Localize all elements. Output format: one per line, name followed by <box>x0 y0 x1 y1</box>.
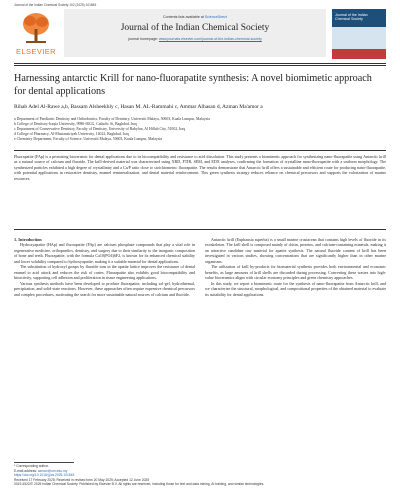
body-paragraph: Various synthesis methods have been developed to produce fluorapatite, including sol-gel, hydrothermal, precipitation, and solid-state reactions. However, these approaches often require expensive chemical precursors and complex procedures, motivating the search for more sustainable natural sources of calcium and fluoride. <box>14 280 195 297</box>
body-paragraph: Antarctic krill (Euphausia superba) is a small marine crustacean that contains high levels of fluoride in its exoskeleton. The krill shell is composed mainly of chitin, proteins, and calcium-containing minerals, making it an attractive candidate raw material for apatite synthesis. The natural fluoride content of krill has been investigated in various studies, showing concentrations that are significantly higher than in other marine organisms. <box>205 237 386 264</box>
affiliation-item: e Chemistry Department, Faculty of Science, Universiti Malaya, 50603, Kuala Lumpur, Malaysia <box>14 137 163 142</box>
header-rule-top <box>14 63 386 64</box>
copyright-line: 0019-4522/© 2025 Indian Chemical Society. Published by Elsevier B.V. All rights are reserved, including those for text and data mining, AI training, and similar technologies. <box>14 482 265 486</box>
homepage-prefix: journal homepage: <box>128 37 159 41</box>
journal-homepage-link[interactable]: www.journals.elsevier.com/journal-of-the-indian-chemical-society <box>158 37 262 41</box>
journal-citation-line: Journal of the Indian Chemical Society 102 (2025) 101845 <box>14 3 97 7</box>
body-right-column <box>205 237 386 297</box>
body-paragraph: The utilization of krill by-products for biomaterial synthesis provides both environmental and economic benefits, as large amounts of krill shells are discarded during processing. Converting these wastes into high-value bioceramics aligns with circular economy principles and green chemistry approaches. <box>205 264 386 281</box>
abstract-rule <box>14 150 386 151</box>
cover-stripe <box>332 49 386 59</box>
affiliations <box>14 117 386 142</box>
body-paragraph: The substitution of hydroxyl groups by fluoride ions in the apatite lattice improves the resistance of dental enamel to acid attack and reduces the risk of caries. Fluorapatite also exhibits good biocompatibility and bioactivity, supporting cell adhesion and proliferation in tissue engineering applications. <box>14 264 195 281</box>
homepage-line <box>64 37 326 41</box>
section-heading: 1. Introduction <box>14 237 42 242</box>
sciencedirect-link[interactable]: ScienceDirect <box>204 15 227 19</box>
body-paragraph: Hydroxyapatite (HAp) and fluorapatite (FAp) are calcium phosphate compounds that play a vital role in regenerative medicine, orthopaedics, dentistry, and surgery due to their similarity to the inorganic composition of bone and teeth. Fluorapatite, with the formula Ca10(PO4)6F2, is known for its enhanced chemical stability and lower solubility compared to hydroxyapatite, making it a suitable material for dental applications. <box>14 242 195 264</box>
elsevier-tree-icon <box>20 11 52 45</box>
journal-cover-thumbnail <box>332 9 386 59</box>
abstract-text: Fluorapatite (FAp) is a promising bioceramic for dental applications due to its biocompatibility and resistance to acid dissolution. This study presents a biomimetic approach for synthesizing nano-fluorapatite using Antarctic krill as a natural source of calcium and fluoride. The krill-derived material was characterized using XRD, FTIR, SEM, and EDX analyses, confirming the formation of crystalline nano-fluorapatite with a uniform morphology. The synthesized particles exhibited a high degree of crystallinity and a Ca/P ratio close to stoichiometric fluorapatite. The results demonstrate that Antarctic krill offers a sustainable and efficient route for producing nano-fluorapatite, with potential applications in restorative dentistry, enamel remineralization, and dental material reinforcement. This green synthesis strategy reduces reliance on chemical precursors and supports the valorization of marine resources. <box>14 154 386 181</box>
affiliation-item: d College of Pharmacy, Al-Mustansiriyah University, 14022, Baghdad, Iraq <box>14 132 129 137</box>
email-prefix: E-mail address: <box>14 468 38 473</box>
elsevier-wordmark: ELSEVIER <box>16 47 56 56</box>
abstract <box>14 154 386 181</box>
body-rule <box>14 229 386 230</box>
affiliation-item: c Department of Conservative Dentistry, Faculty of Dentistry, University of Babylon, Al Hillah City, 51002, Iraq <box>14 127 186 132</box>
body-left-column <box>14 237 195 297</box>
article-title: Harnessing antarctic Krill for nano-fluorapatite synthesis: A novel biomimetic approach for dental applications <box>14 73 372 97</box>
contents-line <box>64 15 326 19</box>
doi-link[interactable]: https://doi.org/10.1016/j.jics.2025.101845 <box>14 473 75 477</box>
body-paragraph: In this study, we report a biomimetic route for the synthesis of nano-fluorapatite from Antarctic krill, and we characterize the structural, morphological, and compositional properties of the obtained material to evaluate its suitability for dental applications. <box>205 280 386 297</box>
corresponding-author-note: * Corresponding author. <box>14 464 49 468</box>
elsevier-logo <box>14 9 58 57</box>
footnote-rule <box>14 462 74 463</box>
affiliation-item: a Department of Paediatric Dentistry and Orthodontics, Faculty of Dentistry, Universiti Malaya, 50603, Kuala Lumpur, Malaysia <box>14 117 210 121</box>
affiliation-item: b College of Dentistry-Iraqia University, 9986+RGG, Catholic St, Baghdad, Iraq <box>14 122 137 127</box>
cover-band <box>332 27 386 49</box>
journal-info-box <box>64 9 326 57</box>
footnotes <box>14 464 386 487</box>
header-rule-bottom <box>14 65 386 66</box>
journal-header <box>14 9 386 61</box>
contents-prefix: Contents lists available at <box>163 15 205 19</box>
journal-name: Journal of the Indian Chemical Society <box>120 23 270 33</box>
author-email-link[interactable]: azman@um.edu.my <box>37 468 68 473</box>
author-list: Rihab Adel Al-Rawe a,b, Bassam Alsheekhly c, Hasan M. AL-Rammahi c, Ammar Alhasan d, Azman Ma'amor a <box>14 104 263 110</box>
article-dates: Received 17 February 2025; Received in revised form 20 May 2025; Accepted 12 June 2025 <box>14 477 150 482</box>
cover-title: Journal of the Indian Chemical Society <box>335 13 368 22</box>
